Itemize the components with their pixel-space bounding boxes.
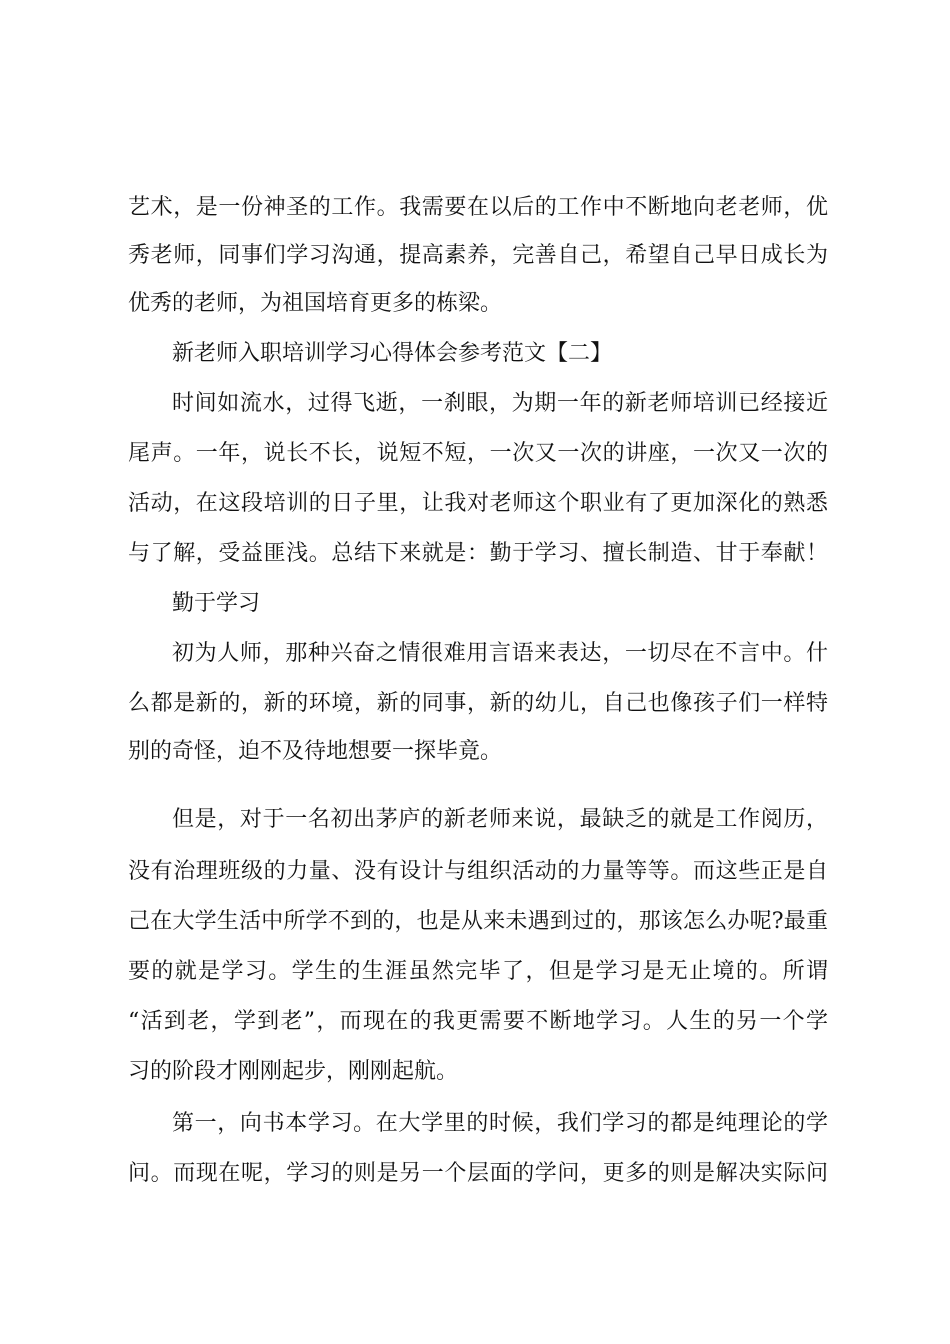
text-line: 活动，在这段培训的日子里，让我对老师这个职业有了更加深化的熟悉 xyxy=(128,491,828,516)
text-line: 尾声。一年，说长不长，说短不短，一次又一次的讲座，一次又一次的 xyxy=(128,441,828,466)
text-line: 但是，对于一名初出茅庐的新老师来说，最缺乏的就是工作阅历， xyxy=(172,807,828,832)
text-line: 时间如流水，过得飞逝，一刹眼，为期一年的新老师培训已经接近 xyxy=(172,391,828,416)
text-line: 习的阶段才刚刚起步，刚刚起航。 xyxy=(128,1059,459,1084)
text-line: 优秀的老师，为祖国培育更多的栋梁。 xyxy=(128,291,503,316)
text-line: 秀老师，同事们学习沟通，提高素养，完善自己，希望自己早日成长为 xyxy=(128,243,828,268)
text-line: 与了解，受益匪浅。总结下来就是：勤于学习、擅长制造、甘于奉献！ xyxy=(128,541,828,566)
subheading: 勤于学习 xyxy=(172,591,261,616)
text-line: 问。而现在呢，学习的则是另一个层面的学问，更多的则是解决实际问 xyxy=(128,1161,828,1186)
text-line: “活到老，学到老”，而现在的我更需要不断地学习。人生的另一个学 xyxy=(128,1009,828,1034)
text-line: 要的就是学习。学生的生涯虽然完毕了，但是学习是无止境的。所谓 xyxy=(128,959,828,984)
text-line: 初为人师，那种兴奋之情很难用言语来表达，一切尽在不言中。什 xyxy=(172,641,828,666)
text-line: 第一，向书本学习。在大学里的时候，我们学习的都是纯理论的学 xyxy=(172,1111,828,1136)
text-line: 艺术，是一份神圣的工作。我需要在以后的工作中不断地向老老师，优 xyxy=(128,195,828,220)
text-line: 己在大学生活中所学不到的，也是从来未遇到过的，那该怎么办呢?最重 xyxy=(128,909,828,934)
text-line: 么都是新的，新的环境，新的同事，新的幼儿，自己也像孩子们一样特 xyxy=(128,691,828,716)
text-line: 没有治理班级的力量、没有设计与组织活动的力量等等。而这些正是自 xyxy=(128,859,828,884)
text-line: 别的奇怪，迫不及待地想要一探毕竟。 xyxy=(128,739,503,764)
section-heading: 新老师入职培训学习心得体会参考范文【二】 xyxy=(172,341,613,366)
